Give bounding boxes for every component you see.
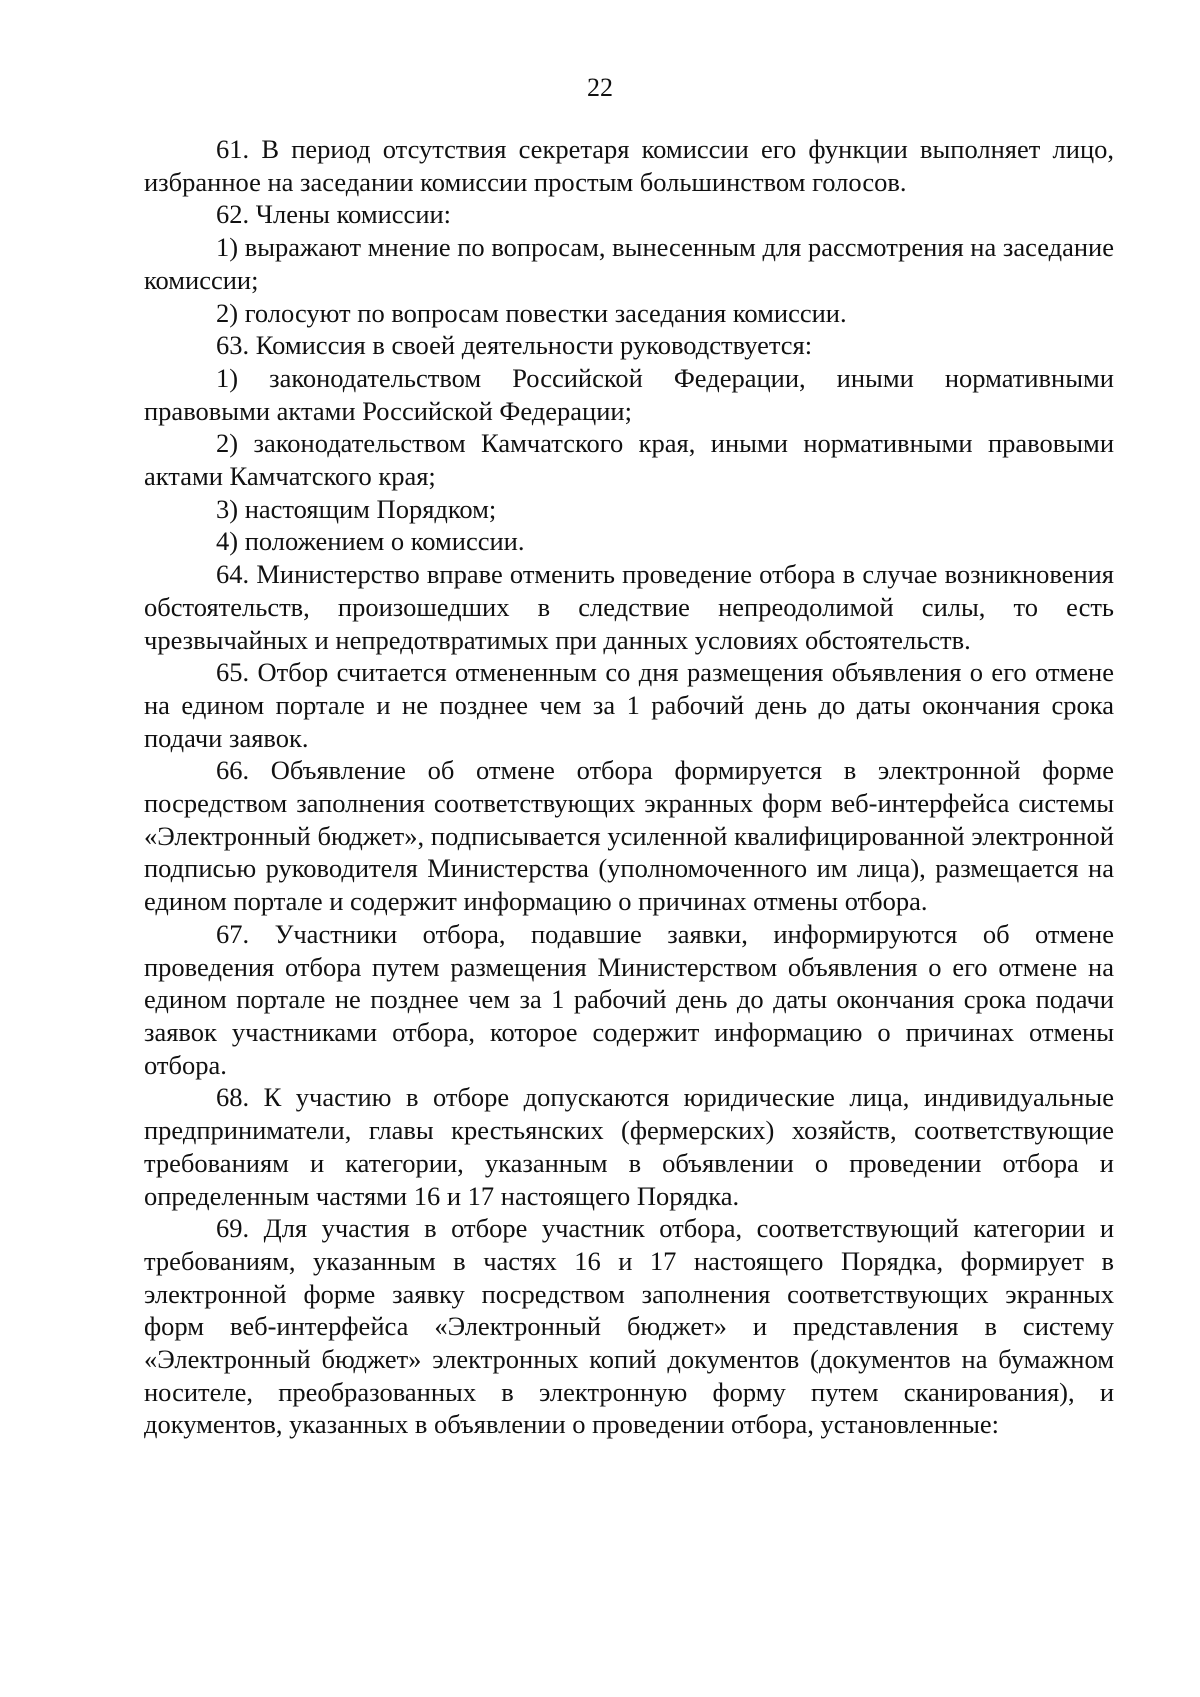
paragraph-65: 65. Отбор считается отмененным со дня размещения объявления о его отмене на едином портале и не позднее чем за 1 рабочий день до даты окончания срока подачи заявок.	[144, 657, 1114, 753]
paragraph-62-item-1: 1) выражают мнение по вопросам, вынесенным для рассмотрения на заседание комиссии;	[144, 232, 1114, 295]
paragraph-68: 68. К участию в отборе допускаются юридические лица, индивидуальные предприниматели, главы крестьянских (фермерских) хозяйств, соответствующие требованиям и категории, указанным в объявлении о проведении отбора и определенным частями 16 и 17 настоящего Порядка.	[144, 1082, 1114, 1211]
paragraph-63-item-3: 3) настоящим Порядком;	[216, 493, 497, 524]
paragraph-67: 67. Участники отбора, подавшие заявки, информируются об отмене проведения отбора путем размещения Министерством объявления о его отмене на едином портале не позднее чем за 1 рабочий день до даты окончания срока подачи заявок участниками отбора, которое содержит информацию о причинах отмены отбора.	[144, 918, 1114, 1080]
paragraph-63-item-1: 1) законодательством Российской Федерации, иными нормативными правовыми актами Российской Федерации;	[144, 362, 1114, 426]
paragraph-63: 63. Комиссия в своей деятельности руководствуется:	[216, 330, 813, 361]
paragraph-62-item-2: 2) голосуют по вопросам повестки заседания комиссии.	[216, 297, 847, 328]
paragraph-64: 64. Министерство вправе отменить проведение отбора в случае возникновения обстоятельств, произошедших в следствие непреодолимой силы, то есть чрезвычайных и непредотвратимых при данных условиях обстоятельств.	[144, 559, 1114, 655]
paragraph-61: 61. В период отсутствия секретаря комиссии его функции выполняет лицо, избранное на заседании комиссии простым большинством голосов.	[144, 134, 1114, 197]
document-body	[144, 133, 1114, 1441]
page-number: 22	[587, 73, 613, 102]
paragraph-63-item-2: 2) законодательством Камчатского края, иными нормативными правовыми актами Камчатского края;	[144, 428, 1114, 492]
paragraph-66: 66. Объявление об отмене отбора формируется в электронной форме посредством заполнения соответствующих экранных форм веб-интерфейса системы «Электронный бюджет», подписывается усиленной квалифицированной электронной подписью руководителя Министерства (уполномоченного им лица), размещается на едином портале и содержит информацию о причинах отмены отбора.	[144, 755, 1114, 917]
paragraph-69: 69. Для участия в отборе участник отбора, соответствующий категории и требованиям, указанным в частях 16 и 17 настоящего Порядка, формирует в электронной форме заявку посредством заполнения соответствующих экранных форм веб-интерфейса «Электронный бюджет» и представления в систему «Электронный бюджет» электронных копий документов (документов на бумажном носителе, преобразованных в электронную форму путем сканирования), и документов, указанных в объявлении о проведении отбора, установленные:	[144, 1213, 1114, 1440]
paragraph-62: 62. Члены комиссии:	[216, 199, 452, 230]
paragraph-63-item-4: 4) положением о комиссии.	[216, 526, 525, 557]
